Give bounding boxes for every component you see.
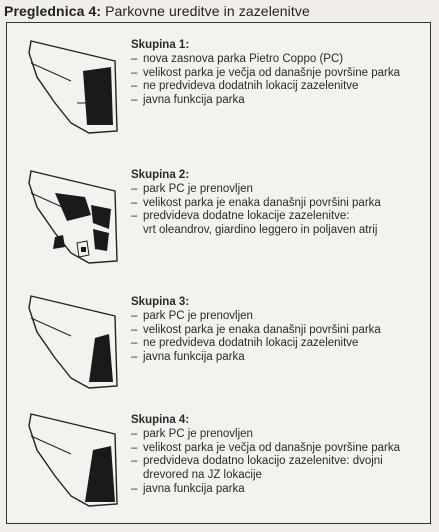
list-item: – park PC je prenovljen xyxy=(131,427,253,440)
group-4-text xyxy=(131,414,400,497)
list-item: – ne predvideva dodatnih lokacij zazelenitve xyxy=(131,337,359,350)
caption-text: Parkovne ureditve in zazelenitve xyxy=(105,3,310,19)
site-plan-diagram-2 xyxy=(27,163,123,267)
site-plan-diagram-3 xyxy=(27,288,123,392)
list-item: – nova zasnova parka Pietro Coppo (PC) xyxy=(131,52,344,65)
list-item: – javna funkcija parka xyxy=(131,351,245,364)
table-caption xyxy=(4,2,310,20)
site-plan-diagram-1 xyxy=(27,33,123,137)
list-item: – park PC je prenovljen xyxy=(131,182,253,195)
group-title: Skupina 2: xyxy=(131,169,190,181)
group-1-text xyxy=(131,39,400,108)
list-item: – predvideva dodatne lokacije zazelenitve: xyxy=(131,210,350,223)
group-title: Skupina 1: xyxy=(131,39,190,51)
list-item: – park PC je prenovljen xyxy=(131,309,253,322)
list-item: – javna funkcija parka xyxy=(131,94,245,107)
group-2-text xyxy=(131,169,381,238)
group-title: Skupina 4: xyxy=(131,414,190,426)
list-item: – predvideva dodatno lokacijo zazelenitve: dvojni xyxy=(131,455,383,468)
list-item: – ne predvideva dodatnih lokacij zazelenitve xyxy=(131,80,359,93)
list-item: – velikost parka je večja od današnje površine parka xyxy=(131,66,400,79)
list-item: – javna funkcija parka xyxy=(131,482,245,495)
group-title: Skupina 3: xyxy=(131,296,190,308)
list-item-continuation: vrt oleandrov, giardino leggero in poljaven atrij xyxy=(143,224,378,237)
site-plan-diagram-4 xyxy=(27,406,123,510)
group-3-text xyxy=(131,296,381,365)
list-item-continuation: drevored na JZ lokacije xyxy=(143,469,262,482)
table-frame xyxy=(6,22,431,524)
caption-label: Preglednica 4: xyxy=(4,3,102,19)
list-item: – velikost parka je večja od današnje površine parka xyxy=(131,441,400,454)
list-item: – velikost parka je enaka današnji površini parka xyxy=(131,323,381,336)
list-item: – velikost parka je enaka današnji površini parka xyxy=(131,196,381,209)
